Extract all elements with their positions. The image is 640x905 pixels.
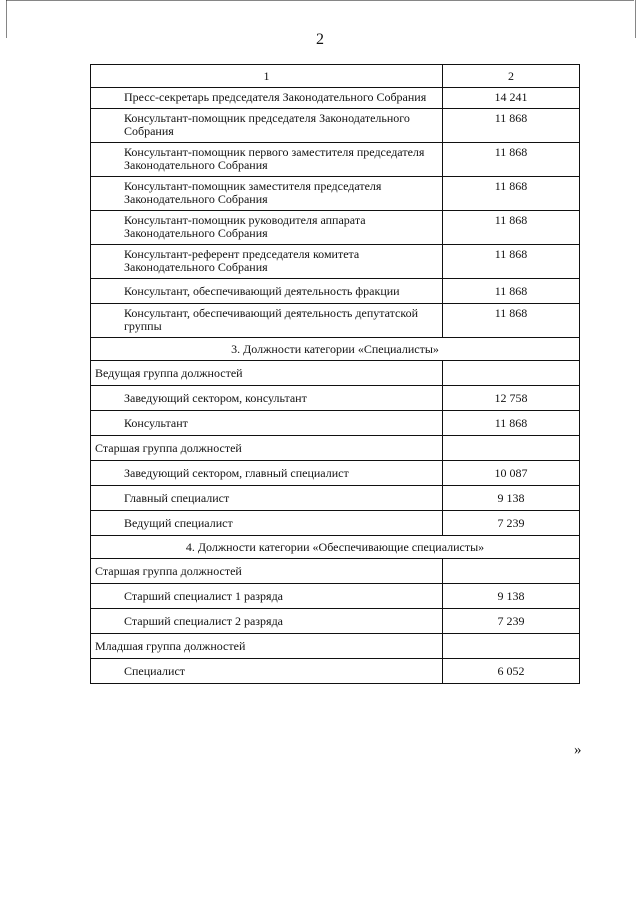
position-name: Консультант-помощник первого заместителя председателя Законодательного Собрания (91, 143, 443, 177)
salary-value: 12 758 (443, 386, 580, 411)
position-name: Консультант-помощник председателя Законодательного Собрания (91, 109, 443, 143)
column-header-2: 2 (443, 65, 580, 88)
table-row (91, 88, 580, 109)
salary-value: 6 052 (443, 659, 580, 684)
group-heading: Ведущая группа должностей (91, 361, 443, 386)
position-name: Консультант, обеспечивающий деятельность фракции (91, 279, 443, 304)
empty-cell (443, 559, 580, 584)
table-row (91, 245, 580, 279)
position-name: Консультант-помощник заместителя председателя Законодательного Собрания (91, 177, 443, 211)
salary-value: 11 868 (443, 245, 580, 279)
table-row (91, 609, 580, 634)
table-row (91, 279, 580, 304)
position-name: Пресс-секретарь председателя Законодательного Собрания (91, 88, 443, 109)
salary-table (90, 64, 580, 684)
salary-value: 9 138 (443, 584, 580, 609)
group-heading-row (91, 436, 580, 461)
table-row (91, 304, 580, 338)
group-heading-row (91, 634, 580, 659)
salary-value: 7 239 (443, 609, 580, 634)
continuation-mark: » (574, 742, 582, 758)
section-heading: 4. Должности категории «Обеспечивающие специалисты» (91, 536, 580, 559)
position-name: Старший специалист 1 разряда (91, 584, 443, 609)
salary-value: 11 868 (443, 411, 580, 436)
table-row (91, 659, 580, 684)
section-heading: 3. Должности категории «Специалисты» (91, 338, 580, 361)
salary-value: 14 241 (443, 88, 580, 109)
group-heading: Старшая группа должностей (91, 436, 443, 461)
empty-cell (443, 361, 580, 386)
table-row (91, 511, 580, 536)
position-name: Консультант, обеспечивающий деятельность депутатской группы (91, 304, 443, 338)
group-heading-row (91, 361, 580, 386)
table-row (91, 486, 580, 511)
table-row (91, 461, 580, 486)
section-heading-row (91, 536, 580, 559)
position-name: Консультант-референт председателя комитета Законодательного Собрания (91, 245, 443, 279)
group-heading: Младшая группа должностей (91, 634, 443, 659)
position-name: Консультант-помощник руководителя аппарата Законодательного Собрания (91, 211, 443, 245)
position-name: Старший специалист 2 разряда (91, 609, 443, 634)
table-row (91, 109, 580, 143)
position-name: Заведующий сектором, главный специалист (91, 461, 443, 486)
salary-value: 11 868 (443, 143, 580, 177)
salary-value: 10 087 (443, 461, 580, 486)
scan-edge-top (6, 0, 634, 1)
column-header-1: 1 (91, 65, 443, 88)
salary-value: 9 138 (443, 486, 580, 511)
salary-value: 7 239 (443, 511, 580, 536)
position-name: Ведущий специалист (91, 511, 443, 536)
salary-value: 11 868 (443, 109, 580, 143)
group-heading-row (91, 559, 580, 584)
position-name: Специалист (91, 659, 443, 684)
table-row (91, 584, 580, 609)
empty-cell (443, 634, 580, 659)
table-row (91, 411, 580, 436)
table-row (91, 386, 580, 411)
salary-value: 11 868 (443, 211, 580, 245)
table-header-row (91, 65, 580, 88)
position-name: Консультант (91, 411, 443, 436)
position-name: Главный специалист (91, 486, 443, 511)
empty-cell (443, 436, 580, 461)
section-heading-row (91, 338, 580, 361)
salary-value: 11 868 (443, 304, 580, 338)
salary-value: 11 868 (443, 177, 580, 211)
position-name: Заведующий сектором, консультант (91, 386, 443, 411)
table-row (91, 143, 580, 177)
table-row (91, 177, 580, 211)
salary-value: 11 868 (443, 279, 580, 304)
page-number: 2 (316, 31, 324, 48)
group-heading: Старшая группа должностей (91, 559, 443, 584)
table-row (91, 211, 580, 245)
